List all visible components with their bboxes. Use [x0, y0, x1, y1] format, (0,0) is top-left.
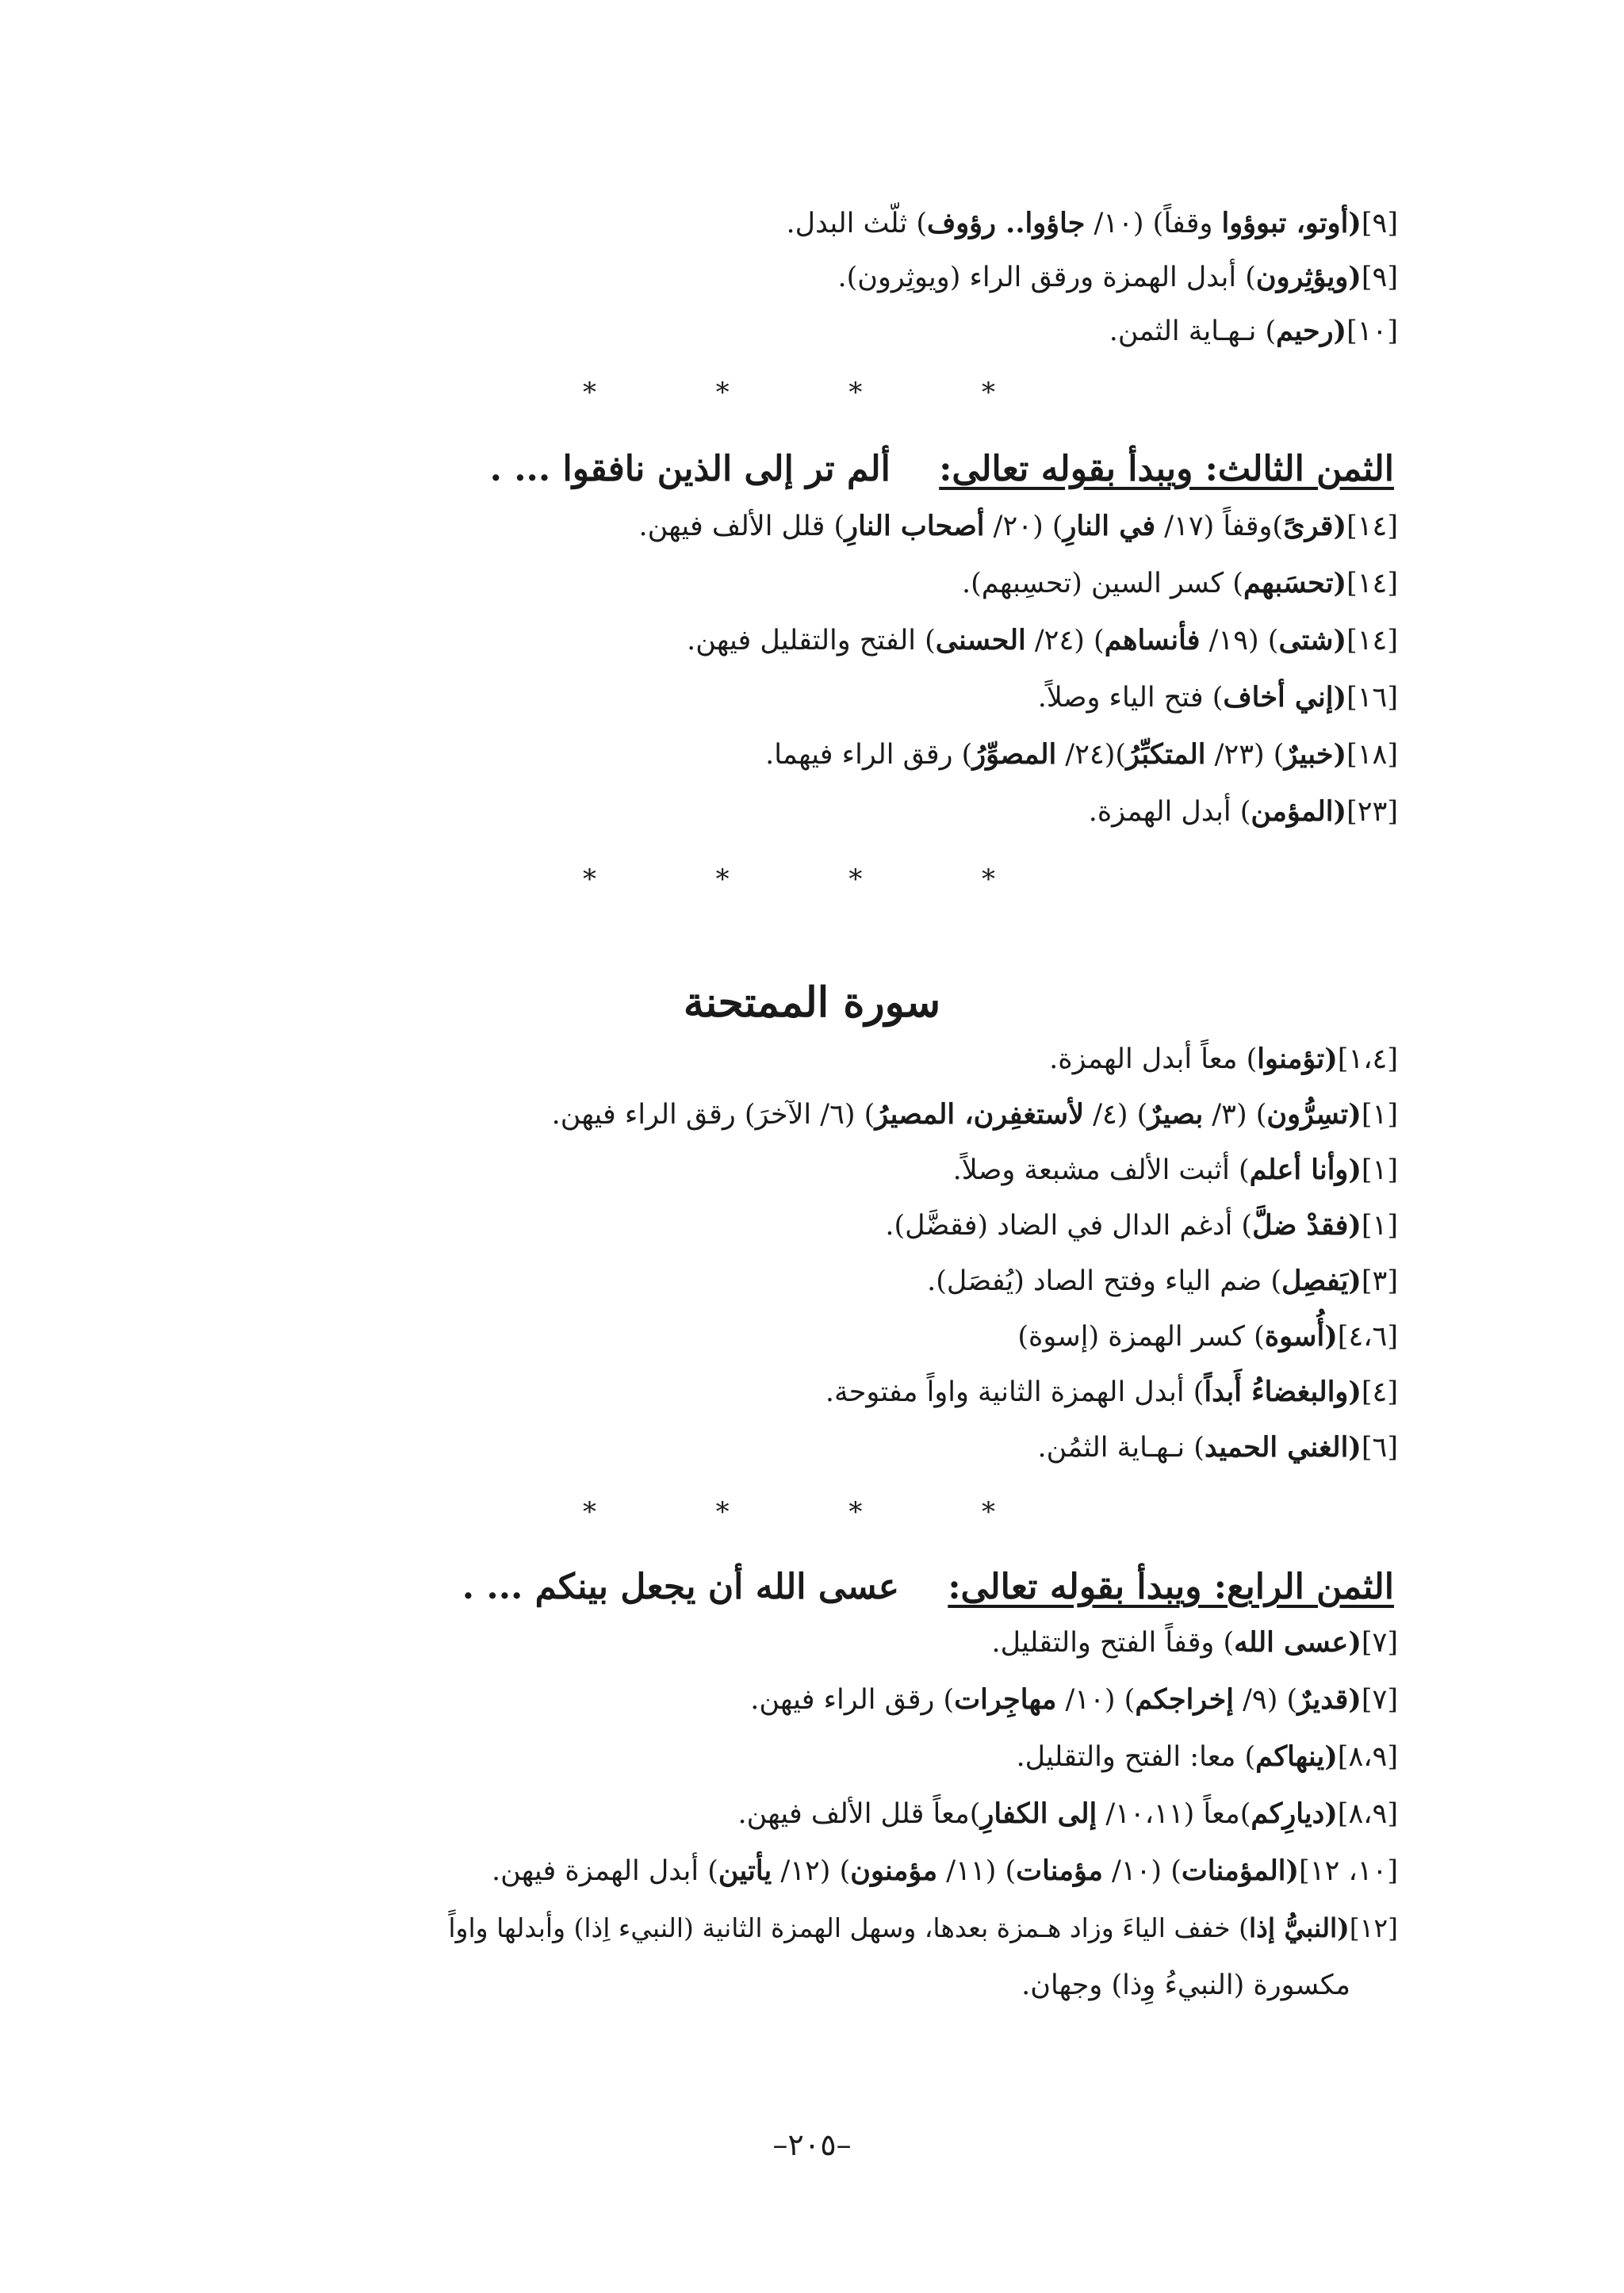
thumun-heading: الثمن الرابع: ويبدأ بقوله تعالى: عسى الله أن يجعل بينكم ... .: [462, 1567, 1394, 1607]
note-line: [١٠، ١٢](المؤمنات) (١٠/ مؤمنات) (١١/ مؤمنون) (١٢/ يأتين) أبدل الهمزة فيهن.: [492, 1855, 1398, 1887]
note-line: [٢٣](المؤمن) أبدل الهمزة.: [1088, 795, 1398, 828]
thumun-heading: الثمن الثالث: ويبدأ بقوله تعالى: ألم تر إلى الذين نافقوا ... .: [489, 449, 1394, 489]
note-line: [١٤](قرىً)وقفاً (١٧/ في النارِ) (٢٠/ أصحاب النارِ) قلل الألف فيهن.: [638, 510, 1398, 542]
surah-title: سورة الممتحنة: [683, 978, 941, 1027]
note-line: [٩](ويؤثِرون) أبدل الهمزة ورقق الراء (ويوثِرون).: [837, 261, 1398, 293]
note-line: [٧](قديرٌ) (٩/ إخراجكم) (١٠/ مهاجِرات) رقق الراء فيهن.: [750, 1683, 1398, 1716]
note-line: [١](فقدْ ضلَّ) أدغم الدال في الضاد (فقضَّل).: [885, 1209, 1398, 1242]
note-line: [٤](والبغضاءُ أَبداً) أبدل الهمزة الثانية واواً مفتوحة.: [825, 1376, 1398, 1408]
note-line: [١٦](إني أخاف) فتح الياء وصلاً.: [1037, 681, 1398, 714]
note-line: [٨،٩](ديارِكم)معاً (١٠،١١/ إلى الكفارِ)معاً قلل الألف فيهن.: [737, 1797, 1398, 1830]
note-line: [٧](عسى الله) وقفاً الفتح والتقليل.: [991, 1626, 1398, 1659]
note-line: [١٠](رحيم) نـهـاية الثمن.: [1109, 315, 1398, 347]
note-line: [١،٤](تؤمنوا) معاً أبدل الهمزة.: [1049, 1043, 1398, 1075]
note-line: [١](وأنا أعلم) أثبت الألف مشبعة وصلاً.: [952, 1154, 1398, 1186]
note-line: [٦](الغني الحميد) نـهـاية الثمُن.: [1037, 1431, 1398, 1464]
note-line: [٩](أوتو، تبوؤوا وقفاً) (١٠/ جاؤوا.. رؤوف) ثلّث البدل.: [786, 207, 1398, 239]
note-line: [١٨](خبيرٌ) (٢٣/ المتكبِّرُ)(٢٤/ المصوِّرُ) رقق الراء فيهما.: [765, 738, 1398, 771]
note-line: [١٤](تحسَبهم) كسر السين (تحسِبهم).: [961, 567, 1398, 599]
note-line: [١](تسِرُّون) (٣/ بصيرٌ) (٤/ لأستغفِرن، المصيرُ) (٦/ الآخرَ) رقق الراء فيهن.: [551, 1098, 1398, 1131]
note-line: [١٤](شتى) (١٩/ فأنساهم) (٢٤/ الحسنى) الفتح والتقليل فيهن.: [687, 624, 1398, 657]
page-number: –٢٠٥–: [772, 2127, 852, 2162]
separator-stars: * * * *: [583, 863, 995, 895]
separator-stars: * * * *: [583, 377, 995, 408]
note-continuation: مكسورة (النبيءُ وِذا) وجهان.: [1021, 1970, 1350, 2001]
separator-stars: * * * *: [583, 1496, 995, 1528]
note-line: [٨،٩](ينهاكم) معا: الفتح والتقليل.: [1016, 1740, 1398, 1773]
note-line: [٣](يَفصِل) ضم الياء وفتح الصاد (يُفصَل).: [927, 1265, 1398, 1297]
note-line: [١٢](النبيُّ إذا) خفف الياءَ وزاد هـمزة بعدها، وسهل الهمزة الثانية (النبيء اِذا) وأبدلها واواً: [448, 1912, 1398, 1943]
note-line: [٤،٦](أُسوة) كسر الهمزة (إسوة): [1017, 1320, 1398, 1353]
